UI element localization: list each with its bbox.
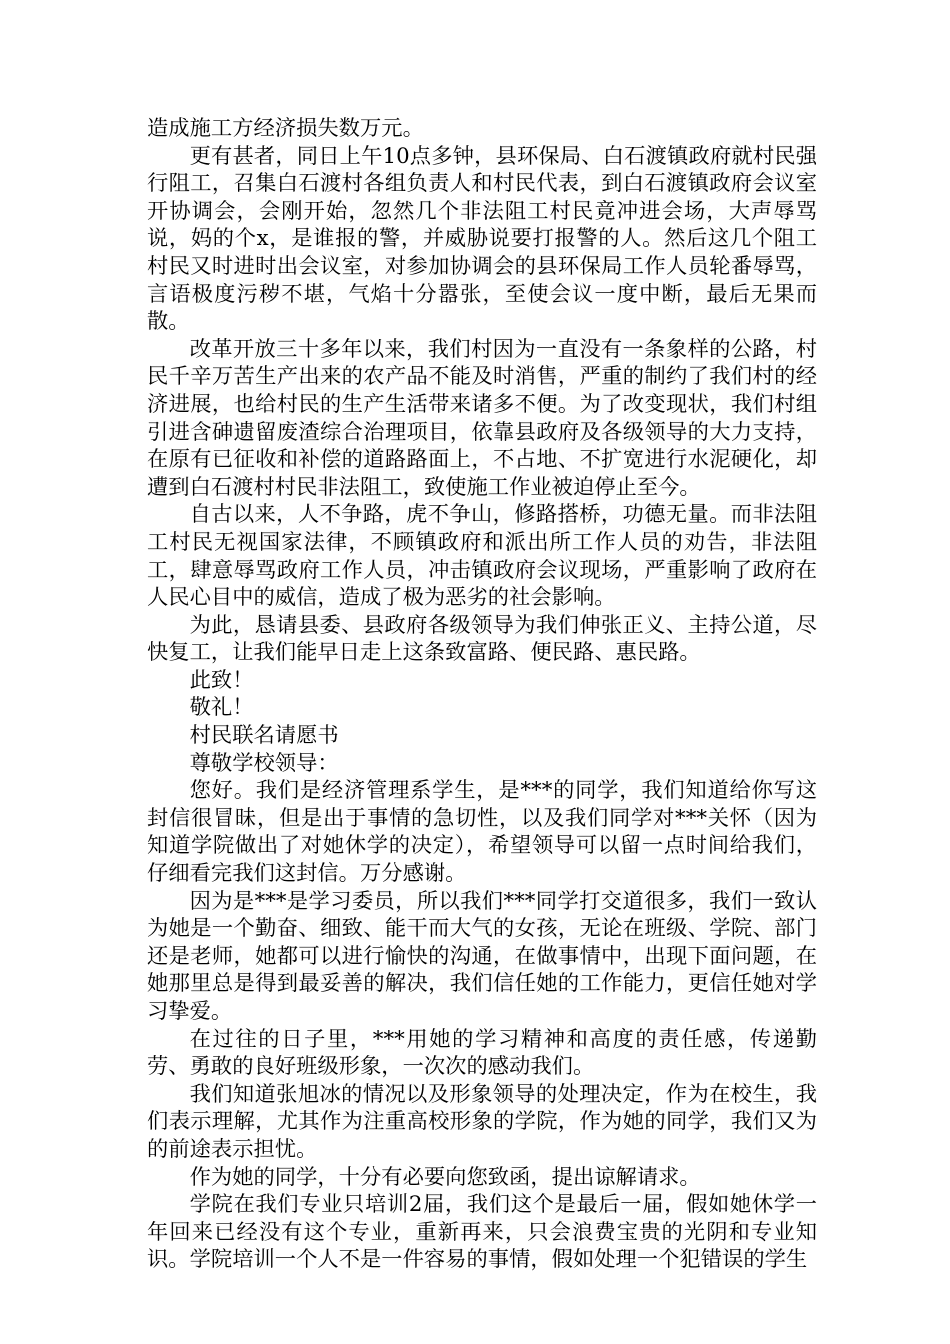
paragraph-1: 造成施工方经济损失数万元。 — [147, 116, 424, 141]
paragraph-11: 因为是***是学习委员，所以我们***同学打交道很多，我们一致认为她是一个勤奋、细致、能干而大气的女孩，无论在班级、学院、部门还是老师，她都可以进行愉快的沟通，在做事情中，出现下面问题，在她那里总是得到最妥善的解决，我们信任她的工作能力，更信任她对学习挚爱。 — [147, 888, 817, 1024]
paragraph-4: 自古以来，人不争路，虎不争山，修路搭桥，功德无量。而非法阻工村民无视国家法律，不顾镇政府和派出所工作人员的劝告，非法阻工，肆意辱骂政府工作人员，冲击镇政府会议现场，严重影响了政府在人民心目中的威信，造成了极为恶劣的社会影响。 — [147, 502, 817, 611]
paragraph-2: 更有甚者，同日上午10点多钟，县环保局、白石渡镇政府就村民强行阻工，召集白石渡村各组负责人和村民代表，到白石渡镇政府会议室开协调会，会刚开始，忽然几个非法阻工村民竟冲进会场，大声辱骂说，妈的个x，是谁报的警，并威胁说要打报警的人。然后这几个阻工村民又时进时出会议室，对参加协调会的县环保局工作人员轮番辱骂，言语极度污秽不堪，气焰十分嚣张，至使会议一度中断，最后无果而散。 — [147, 143, 817, 335]
petition-title: 村民联名请愿书 — [189, 723, 339, 749]
paragraph-13: 我们知道张旭冰的情况以及形象领导的处理决定，作为在校生，我们表示理解，尤其作为注重高校形象的学院，作为她的同学，我们又为的前途表示担忧。 — [147, 1081, 817, 1162]
paragraph-14: 作为她的同学，十分有必要向您致函，提出谅解请求。 — [189, 1164, 701, 1190]
closing-regards: 敬礼！ — [189, 695, 254, 721]
paragraph-12: 在过往的日子里，***用她的学习精神和高度的责任感，传递勤劳、勇敢的良好班级形象，一次次的感动我们。 — [147, 1026, 817, 1080]
document-page — [147, 115, 817, 1274]
paragraph-5: 为此，恳请县委、县政府各级领导为我们伸张正义、主持公道，尽快复工，让我们能早日走上这条致富路、便民路、惠民路。 — [147, 612, 817, 666]
paragraph-3: 改革开放三十多年以来，我们村因为一直没有一条象样的公路，村民千辛万苦生产出来的农产品不能及时消售，严重的制约了我们村的经济进展，也给村民的生产生活带来诸多不便。为了改变现状，我们村组引进含砷遗留废渣综合治理项目，依靠县政府及各级领导的大力支持，在原有已征收和补偿的道路路面上，不占地、不扩宽进行水泥硬化，却遭到白石渡村村民非法阻工，致使施工作业被迫停止至今。 — [147, 336, 817, 500]
paragraph-10: 您好。我们是经济管理系学生，是***的同学，我们知道给你写这封信很冒昧，但是出于事情的急切性，以及我们同学对***关怀（因为知道学院做出了对她休学的决定），希望领导可以留一点时间给我们，仔细看完我们这封信。万分感谢。 — [147, 778, 817, 887]
closing-salutation: 此致！ — [189, 667, 254, 693]
paragraph-15: 学院在我们专业只培训2届，我们这个是最后一届，假如她休学一年回来已经没有这个专业，重新再来，只会浪费宝贵的光阴和专业知识。学院培训一个人不是一件容易的事情，假如处理一个犯错误的学生 — [147, 1192, 817, 1273]
letter-greeting: 尊敬学校领导： — [189, 750, 339, 776]
